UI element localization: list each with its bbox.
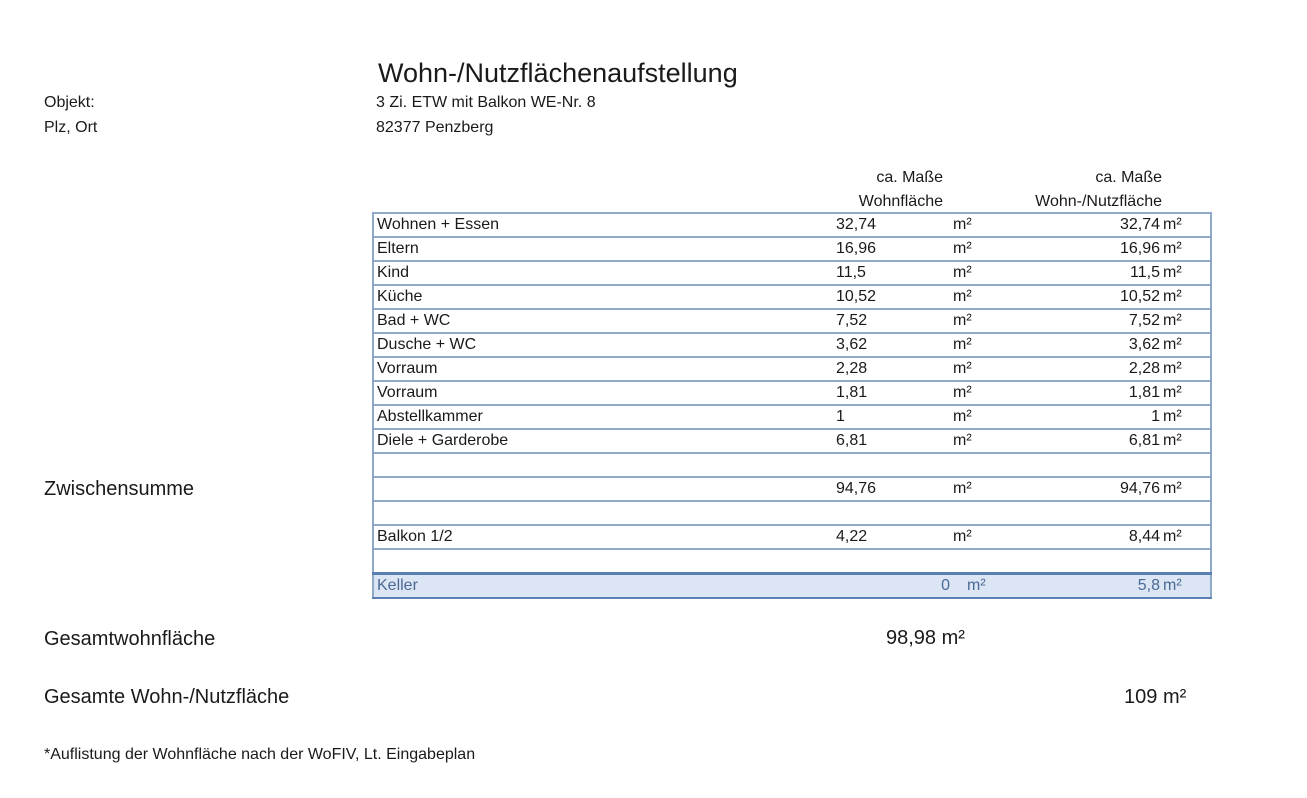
cell-room-name: Dusche + WC: [373, 333, 833, 357]
cell-wohnflaeche: 32,74: [833, 213, 953, 237]
cell-wohnflaeche: 11,5: [833, 261, 953, 285]
room-table-body: [373, 213, 1211, 453]
objekt-value: 3 Zi. ETW mit Balkon WE-Nr. 8: [376, 94, 596, 111]
cell-unit: m²: [953, 405, 1003, 429]
cell-unit: m²: [1163, 357, 1211, 381]
cell-nutzflaeche: 10,52: [1003, 285, 1163, 309]
cell-wohnflaeche: 1,81: [833, 381, 953, 405]
cell-room-name: Eltern: [373, 237, 833, 261]
unit-label: m²: [953, 528, 972, 545]
gesamtwohnflaeche-label: Gesamtwohnfläche: [44, 628, 216, 650]
cell-unit: m²: [1163, 237, 1211, 261]
gesamtwohnflaeche-value: 98,98: [886, 627, 937, 649]
cell-nutzflaeche: 6,81: [1003, 429, 1163, 453]
cell-unit: m²: [1163, 429, 1211, 453]
cell-unit: m²: [953, 333, 1003, 357]
cell-nutzflaeche: 2,28: [1003, 357, 1163, 381]
cell-room-name: Küche: [373, 285, 833, 309]
cell-unit: [1163, 525, 1211, 549]
unit-label: m²: [941, 627, 965, 649]
cell-wohnflaeche: 6,81: [833, 429, 953, 453]
cell-unit: m²: [1163, 309, 1211, 333]
cell-room-name: Balkon 1/2: [373, 525, 833, 549]
table-row: [373, 261, 1211, 285]
column-header-nutzflaeche: [1035, 166, 1162, 214]
cell-unit: m²: [953, 357, 1003, 381]
cell-wohnflaeche: 0: [833, 574, 953, 599]
cell-unit: m²: [953, 237, 1003, 261]
cell-wohnflaeche: 16,96: [833, 237, 953, 261]
table-row-balkon: [373, 525, 1211, 549]
unit-label: m²: [953, 480, 972, 497]
objekt-label: Objekt:: [44, 94, 95, 111]
gesamt-nutzflaeche-value: 109: [1124, 686, 1158, 708]
ort-value: 82377 Penzberg: [376, 119, 494, 136]
cell-wohnflaeche: 4,22: [833, 525, 953, 549]
cell-nutzflaeche: 94,76: [1003, 477, 1163, 501]
unit-label: m²: [967, 577, 986, 594]
cell-wohnflaeche: 10,52: [833, 285, 953, 309]
cell-room-name: Bad + WC: [373, 309, 833, 333]
cell-nutzflaeche: 5,8: [1003, 574, 1163, 599]
room-table-summary: [373, 453, 1211, 598]
cell-nutzflaeche: 7,52: [1003, 309, 1163, 333]
table-row: [373, 381, 1211, 405]
cell-nutzflaeche: 1: [1003, 405, 1163, 429]
cell-unit: m²: [953, 285, 1003, 309]
cell-unit: m²: [1163, 333, 1211, 357]
table-row: [373, 333, 1211, 357]
table-row: [373, 309, 1211, 333]
cell-room-name: Abstellkammer: [373, 405, 833, 429]
cell-wohnflaeche: 1: [833, 405, 953, 429]
page-title: Wohn-/Nutzflächenaufstellung: [378, 58, 738, 88]
cell-nutzflaeche: 16,96: [1003, 237, 1163, 261]
footnote: *Auflistung der Wohnfläche nach der WoFIV, Lt. Eingabeplan: [44, 746, 476, 763]
cell-unit: [953, 574, 1003, 599]
zwischensumme-label: Zwischensumme: [44, 478, 195, 500]
cell-unit: m²: [1163, 261, 1211, 285]
table-row-zwischensumme: [373, 477, 1211, 501]
cell-unit: m²: [953, 213, 1003, 237]
cell-room-name: [373, 477, 833, 501]
cell-unit: [1163, 574, 1211, 599]
gesamtwohnflaeche-total: [886, 627, 965, 650]
table-row-blank: [373, 549, 1211, 574]
cell-nutzflaeche: 11,5: [1003, 261, 1163, 285]
table-row: [373, 285, 1211, 309]
cell-unit: m²: [953, 429, 1003, 453]
column-header-line: ca. Maße: [876, 169, 943, 186]
table-row: [373, 357, 1211, 381]
column-header-line: ca. Maße: [1095, 169, 1162, 186]
cell-room-name: Keller: [373, 574, 833, 599]
table-row: [373, 237, 1211, 261]
cell-unit: m²: [953, 309, 1003, 333]
cell-unit: m²: [953, 381, 1003, 405]
cell-room-name: Diele + Garderobe: [373, 429, 833, 453]
unit-label: m²: [1163, 480, 1182, 497]
cell-nutzflaeche: 1,81: [1003, 381, 1163, 405]
table-row: [373, 213, 1211, 237]
cell-nutzflaeche: 32,74: [1003, 213, 1163, 237]
table-row: [373, 429, 1211, 453]
ort-label: Plz, Ort: [44, 119, 98, 136]
table-row-blank: [373, 453, 1211, 477]
cell-unit: m²: [1163, 285, 1211, 309]
table-row-keller: [373, 574, 1211, 599]
cell-unit: [953, 525, 1003, 549]
cell-unit: m²: [1163, 213, 1211, 237]
unit-label: m²: [1163, 577, 1182, 594]
cell-nutzflaeche: 3,62: [1003, 333, 1163, 357]
gesamt-nutzflaeche-total: [1124, 686, 1186, 709]
cell-room-name: Kind: [373, 261, 833, 285]
cell-room-name: Vorraum: [373, 357, 833, 381]
cell-unit: [953, 477, 1003, 501]
cell-unit: [1163, 477, 1211, 501]
cell-nutzflaeche: 8,44: [1003, 525, 1163, 549]
unit-label: m²: [1162, 686, 1187, 708]
cell-wohnflaeche: 94,76: [833, 477, 953, 501]
unit-label: m²: [1163, 528, 1182, 545]
cell-unit: m²: [1163, 405, 1211, 429]
table-row-blank: [373, 501, 1211, 525]
table-row: [373, 405, 1211, 429]
gesamt-nutzflaeche-label: Gesamte Wohn-/Nutzfläche: [44, 686, 290, 708]
column-header-line: Wohnfläche: [858, 193, 943, 210]
column-header-line: Wohn-/Nutzfläche: [1035, 193, 1162, 210]
cell-wohnflaeche: 2,28: [833, 357, 953, 381]
cell-unit: m²: [953, 261, 1003, 285]
cell-wohnflaeche: 7,52: [833, 309, 953, 333]
cell-room-name: Vorraum: [373, 381, 833, 405]
column-header-wohnflaeche: [859, 166, 943, 214]
room-table: [372, 212, 1212, 599]
cell-wohnflaeche: 3,62: [833, 333, 953, 357]
cell-unit: m²: [1163, 381, 1211, 405]
cell-room-name: Wohnen + Essen: [373, 213, 833, 237]
